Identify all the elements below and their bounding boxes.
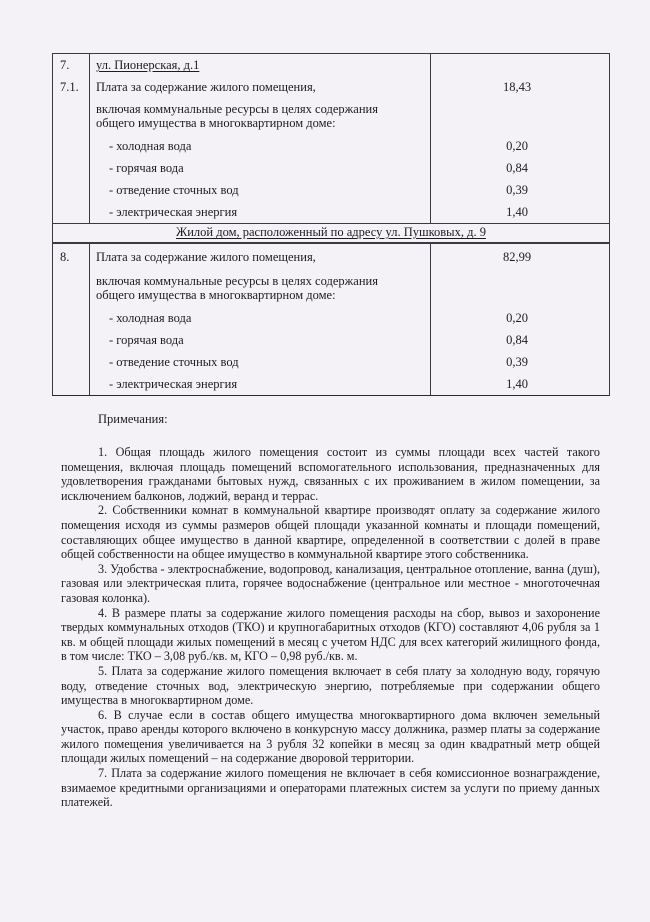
resource-label: - отведение сточных вод <box>90 351 431 373</box>
resource-value: 0,39 <box>506 183 528 197</box>
empty-number-cell <box>53 373 90 395</box>
fee-value: 82,99 <box>502 250 532 264</box>
resource-value: 0,20 <box>506 311 528 325</box>
resource-value: 0,84 <box>506 161 528 175</box>
note-item: 7. Плата за содержание жилого помещения не включает в себя комиссионное вознаграждение, взимаемое кредитными организациями и операторами платежных систем за услуги по приему данных платежей. <box>61 766 600 810</box>
fee-value: 18,43 <box>502 80 532 94</box>
empty-number-cell <box>53 201 90 223</box>
section-8-header <box>53 223 609 243</box>
fee-title: Плата за содержание жилого помещения, <box>90 76 431 98</box>
empty-value-cell <box>431 270 609 307</box>
resource-value: 1,40 <box>506 205 528 219</box>
resource-value: 0,20 <box>506 139 528 153</box>
note-item: 6. В случае если в состав общего имущества многоквартирного дома включен земельный участок, право аренды которого включено в конкурсную массу должника, размер платы за содержание жилого помещения увеличивается на 3 рубля 32 копейки в месяц за один квадратный метр общей площади жилых помещений – на содержание дворовой территории. <box>61 707 600 766</box>
note-item: 5. Плата за содержание жилого помещения включает в себя плату за холодную воду, горячую воду, отведение сточных вод, электрическую энергию, потребляемые при содержании общего имущества в многоквартирном доме. <box>61 663 600 708</box>
empty-number-cell <box>53 157 90 179</box>
notes-list <box>61 445 600 810</box>
resource-label: - холодная вода <box>90 135 431 157</box>
empty-number-cell <box>53 179 90 201</box>
tariff-table <box>52 53 610 396</box>
empty-number-cell <box>53 98 90 135</box>
resource-value: 0,39 <box>506 355 528 369</box>
resource-value: 1,40 <box>506 377 528 391</box>
notes-heading: Примечания: <box>98 412 168 426</box>
empty-value-cell <box>431 98 609 135</box>
address-link: ул. Пионерская, д.1 <box>96 58 200 72</box>
including-text: включая коммунальные ресурсы в целях содержания общего имущества в многоквартирном доме: <box>90 270 431 307</box>
resource-value: 0,84 <box>506 333 528 347</box>
resource-label: - электрическая энергия <box>90 201 431 223</box>
resource-label: - электрическая энергия <box>90 373 431 395</box>
section-8-address: Жилой дом, расположенный по адресу ул. Пушковых, д. 9 <box>176 225 486 239</box>
address-cell <box>90 54 431 76</box>
note-item: 2. Собственники комнат в коммунальной квартире производят оплату за содержание жилого помещения исходя из суммы размеров общей площади указанной комнаты и площади помещений, составляющих общее имущество в данной квартире, определенной в соответствии с долей в праве общей собственности на общее имущество в коммунальной квартире этого собственника. <box>61 503 600 562</box>
note-item: 3. Удобства - электроснабжение, водопровод, канализация, центральное отопление, ванна (душ), газовая или электрическая плита, горячее водоснабжение (центральное или местное - многоточечная газовая колонка). <box>61 561 600 605</box>
empty-number-cell <box>53 135 90 157</box>
resource-label: - горячая вода <box>90 157 431 179</box>
fee-title: Плата за содержание жилого помещения, <box>90 244 431 270</box>
section-8-block <box>53 243 609 395</box>
empty-value-cell <box>431 54 609 76</box>
note-item: 1. Общая площадь жилого помещения состоит из суммы площади всех частей такого помещения, включая площадь помещений вспомогательного использования, предназначенных для удовлетворения гражданами бытовых нужд, связанных с их проживанием в жилом помещении, за исключением балконов, лоджий, веранд и террас. <box>61 445 600 503</box>
empty-number-cell <box>53 329 90 351</box>
row-number: 7. <box>53 54 90 76</box>
including-text: включая коммунальные ресурсы в целях содержания общего имущества в многоквартирном доме: <box>90 98 431 135</box>
empty-number-cell <box>53 307 90 329</box>
row-number: 8. <box>53 244 90 270</box>
empty-number-cell <box>53 351 90 373</box>
row-number: 7.1. <box>53 76 90 98</box>
note-item: 4. В размере платы за содержание жилого помещения расходы на сбор, вывоз и захоронение твердых коммунальных отходов (ТКО) и крупногабаритных отходов (КГО) составляют 4,06 рубля за 1 кв. м общей площади жилых помещений в месяц с учетом НДС для всех категорий жилищного фонда, в том числе: ТКО – 3,08 руб./кв. м, КГО – 0,98 руб./кв. м. <box>61 605 600 664</box>
empty-number-cell <box>53 270 90 307</box>
resource-label: - отведение сточных вод <box>90 179 431 201</box>
resource-label: - горячая вода <box>90 329 431 351</box>
section-7-block <box>53 54 609 223</box>
resource-label: - холодная вода <box>90 307 431 329</box>
